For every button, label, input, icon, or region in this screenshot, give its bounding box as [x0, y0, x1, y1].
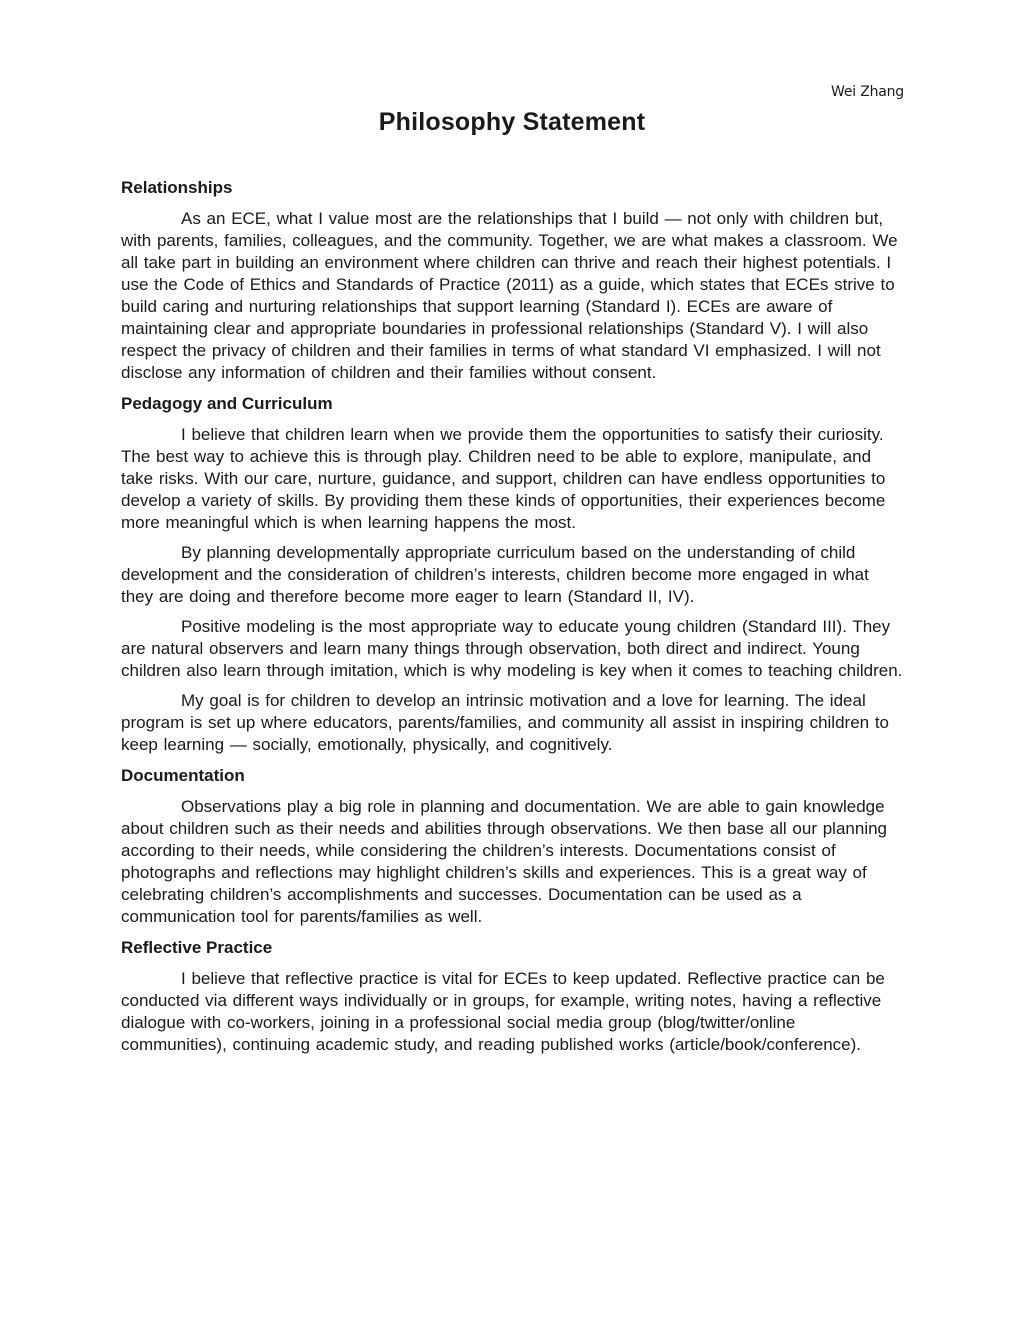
- section-heading: Pedagogy and Curriculum: [121, 394, 333, 413]
- section-heading: Documentation: [121, 766, 245, 785]
- paragraph: By planning developmentally appropriate curriculum based on the understanding of child development and the consideration of children’s interests, children become more engaged in what they are doing and therefore become more eager to learn (Standard II, IV).: [121, 543, 869, 606]
- paragraph: I believe that children learn when we provide them the opportunities to satisfy their curiosity. The best way to achieve this is through play. Children need to be able to explore, manipulate, and take risks. With our care, nurture, guidance, and support, children can have endless opportunities to develop a variety of skills. By providing them these kinds of opportunities, their experiences become more meaningful which is when learning happens the most.: [121, 425, 886, 532]
- paragraph: As an ECE, what I value most are the relationships that I build — not only with children but, with parents, families, colleagues, and the community. Together, we are what makes a classroom. We all take part in building an environment where children can thrive and reach their highest potentials. I use the Code of Ethics and Standards of Practice (2011) as a guide, which states that ECEs strive to build caring and nurturing relationships that support learning (Standard I). ECEs are aware of maintaining clear and appropriate boundaries in professional relationships (Standard V). I will also respect the privacy of children and their families in terms of what standard VI emphasized. I will not disclose any information of children and their families without consent.: [121, 209, 898, 382]
- section-heading: Reflective Practice: [121, 938, 273, 957]
- section-documentation: [121, 765, 906, 928]
- document-body: [121, 177, 906, 1064]
- section-heading: Relationships: [121, 178, 233, 197]
- paragraph: My goal is for children to develop an intrinsic motivation and a love for learning. The ideal program is set up where educators, parents/families, and community all assist in inspiring children to keep learning — socially, emotionally, physically, and cognitively.: [121, 691, 890, 754]
- section-pedagogy-and-curriculum: [121, 393, 906, 756]
- paragraph: Observations play a big role in planning and documentation. We are able to gain knowledge about children such as their needs and abilities through observations. We then base all our planning according to their needs, while considering the children’s interests. Documentations consist of photographs and reflections may highlight children’s skills and experiences. This is a great way of celebrating children’s accomplishments and successes. Documentation can be used as a communication tool for parents/families as well.: [121, 797, 888, 926]
- paragraph: Positive modeling is the most appropriate way to educate young children (Standard III). They are natural observers and learn many things through observation, both direct and indirect. Young children also learn through imitation, which is why modeling is key when it comes to teaching children.: [121, 617, 903, 680]
- section-relationships: [121, 177, 906, 384]
- author-name: Wei Zhang: [831, 84, 904, 100]
- section-reflective-practice: [121, 937, 906, 1056]
- page-title: Philosophy Statement: [378, 108, 646, 136]
- paragraph: I believe that reflective practice is vital for ECEs to keep updated. Reflective practice can be conducted via different ways individually or in groups, for example, writing notes, having a reflective dialogue with co-workers, joining in a professional social media group (blog/twitter/online communities), continuing academic study, and reading published works (article/book/conference).: [121, 969, 885, 1054]
